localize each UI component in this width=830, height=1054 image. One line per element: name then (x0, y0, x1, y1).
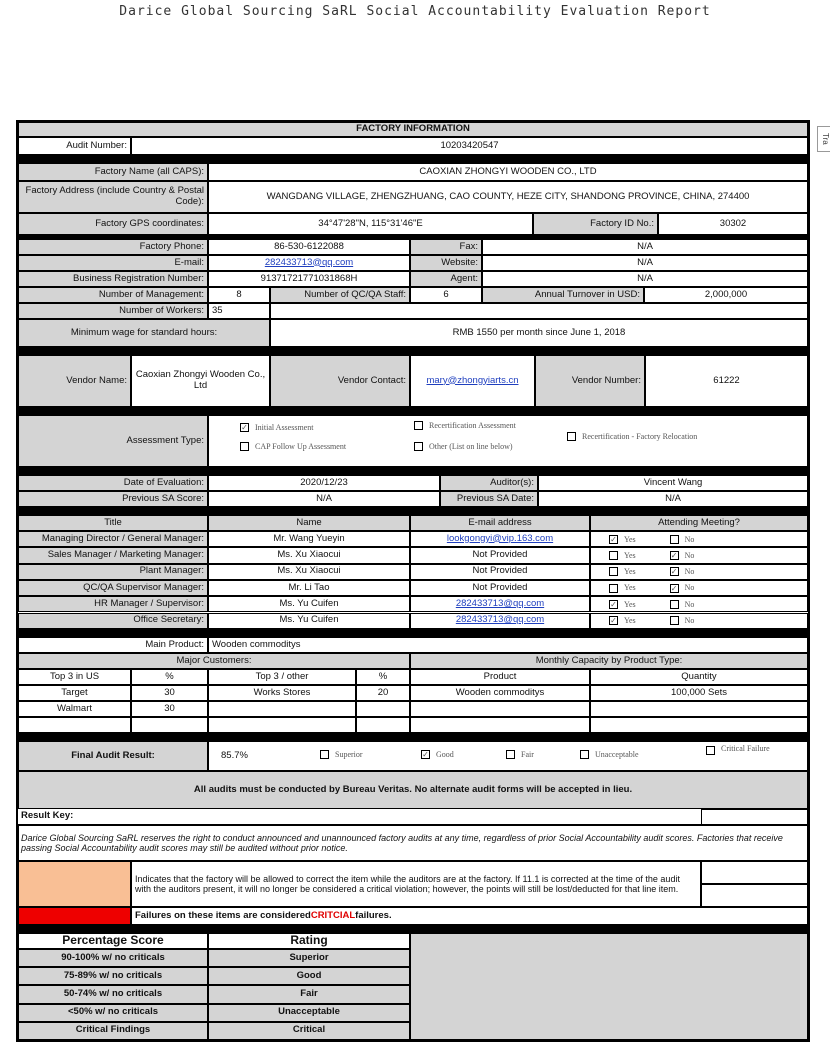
gps-label: Factory GPS coordinates: (18, 213, 208, 235)
checkbox-checked-icon[interactable]: ✓ (670, 567, 678, 577)
score-range: 75-89% w/ no criticals (18, 967, 208, 985)
capacity-quantity (590, 717, 808, 733)
attending-no-label: No (684, 599, 695, 609)
red-key-text-post: failures. (355, 909, 392, 921)
attending-no-option[interactable] (670, 600, 695, 609)
contact-title: Office Secretary: (18, 613, 208, 629)
factory-address-label: Factory Address (include Country & Postal Code): (18, 181, 208, 213)
contacts-header-email: E-mail address (410, 515, 590, 531)
factory-address-value: WANGDANG VILLAGE, ZHENGZHUANG, CAO COUNTY, HEZE CITY, SHANDONG PROVINCE, CHINA, 274400 (208, 181, 808, 213)
attending-no-label: No (684, 583, 695, 593)
assessment-initial-label: Initial Assessment (255, 423, 314, 432)
score-rating: Critical (208, 1022, 410, 1040)
checkbox-icon[interactable] (414, 421, 423, 430)
contact-email-cell (410, 564, 590, 580)
contact-title: Plant Manager: (18, 564, 208, 580)
attending-yes-option[interactable] (609, 535, 636, 544)
top3-other-header: Top 3 / other (208, 669, 356, 685)
final-good-option[interactable] (421, 750, 454, 759)
capacity-product: Wooden commoditys (410, 685, 590, 701)
attending-no-option[interactable] (670, 535, 695, 544)
factory-info-header: FACTORY INFORMATION (18, 122, 808, 137)
final-superior-option[interactable] (320, 750, 363, 759)
attending-yes-label: Yes (624, 583, 636, 593)
checkbox-checked-icon[interactable]: ✓ (422, 750, 429, 759)
attending-meeting-cell (590, 613, 808, 629)
attending-yes-option[interactable] (609, 567, 636, 576)
notice-banner: All audits must be conducted by Bureau Veritas. No alternate audit forms will be accepted in lieu. (18, 771, 808, 809)
score-range: 50-74% w/ no criticals (18, 985, 208, 1003)
email-cell (208, 255, 410, 271)
prev-date-label: Previous SA Date: (440, 491, 538, 507)
vendor-name-value: Caoxian Zhongyi Wooden Co., Ltd (131, 355, 270, 407)
checkbox-checked-icon[interactable]: ✓ (241, 423, 248, 432)
attending-meeting-cell (590, 580, 808, 596)
red-key-critical-word: CRITCIAL (310, 909, 356, 921)
checkbox-icon[interactable] (240, 442, 249, 451)
attending-meeting-cell (590, 564, 808, 580)
checkbox-icon[interactable] (414, 442, 423, 451)
final-unacceptable-option[interactable] (580, 750, 639, 759)
empty-cell (270, 303, 808, 319)
pct-score-header: Percentage Score (18, 933, 208, 949)
attending-no-option[interactable] (670, 616, 695, 625)
final-superior-label: Superior (335, 750, 363, 759)
contact-email-text: Not Provided (472, 565, 528, 577)
section-divider (18, 629, 808, 637)
vendor-contact-link[interactable]: mary@zhongyiarts.cn (426, 374, 519, 386)
checkbox-icon[interactable] (506, 750, 515, 759)
main-product-label: Main Product: (18, 637, 208, 653)
red-key-text-pre: Failures on these items are considered (135, 909, 311, 921)
eval-date-value: 2020/12/23 (208, 475, 440, 491)
contact-email-link[interactable]: 282433713@qq.com (455, 597, 545, 609)
customer-us (18, 717, 131, 733)
orange-key-text: Indicates that the factory will be allowed to correct the item while the auditors are at the factory. If 11.1 is corrected at the time of the audit with the auditors present, it will no longer be considered a critical violation; however, the points will still be lost/deducted for that line item. (131, 861, 701, 907)
final-fair-option[interactable] (506, 750, 534, 759)
contact-title: HR Manager / Supervisor: (18, 596, 208, 612)
section-divider (18, 347, 808, 355)
fax-label: Fax: (410, 239, 482, 255)
score-rating: Unacceptable (208, 1004, 410, 1022)
contact-name: Mr. Li Tao (208, 580, 410, 596)
contact-email-cell (410, 613, 590, 629)
score-range: Critical Findings (18, 1022, 208, 1040)
attending-yes-label: Yes (624, 616, 636, 626)
eval-date-label: Date of Evaluation: (18, 475, 208, 491)
assessment-recert-label: Recertification Assessment (429, 421, 516, 430)
score-rating: Good (208, 967, 410, 985)
prev-score-label: Previous SA Score: (18, 491, 208, 507)
min-wage-value: RMB 1550 per month since June 1, 2018 (270, 319, 808, 347)
attending-yes-option[interactable] (609, 551, 636, 560)
capacity-quantity (590, 701, 808, 717)
turnover-value: 2,000,000 (644, 287, 808, 303)
website-label: Website: (410, 255, 482, 271)
capacity-product (410, 701, 590, 717)
vendor-contact-label: Vendor Contact: (270, 355, 410, 407)
contact-title: Managing Director / General Manager: (18, 531, 208, 547)
customer-us: Target (18, 685, 131, 701)
assessment-recert-option[interactable] (414, 421, 516, 430)
contact-email-text: Not Provided (472, 581, 528, 593)
factory-email-link[interactable]: 282433713@qq.com (264, 256, 354, 268)
assessment-other-option[interactable] (414, 442, 513, 451)
phone-value: 86-530-6122088 (208, 239, 410, 255)
assessment-recert-reloc-option[interactable] (567, 432, 697, 441)
customer-us: Walmart (18, 701, 131, 717)
final-critical-label: Critical Failure (721, 744, 770, 753)
brn-label: Business Registration Number: (18, 271, 208, 287)
brn-value: 91371721771031868H (208, 271, 410, 287)
assessment-type-label: Assessment Type: (18, 415, 208, 467)
agent-value: N/A (482, 271, 808, 287)
attending-no-label: No (684, 534, 695, 544)
checkbox-checked-icon[interactable]: ✓ (610, 616, 617, 626)
section-divider (18, 507, 808, 515)
monthly-capacity-header: Monthly Capacity by Product Type: (410, 653, 808, 669)
pct2-header: % (356, 669, 410, 685)
contact-email-cell (410, 547, 590, 563)
contact-name: Mr. Wang Yueyin (208, 531, 410, 547)
result-key-label: Result Key: (18, 809, 701, 825)
contact-name: Ms. Yu Cuifen (208, 613, 410, 629)
checkbox-checked-icon[interactable]: ✓ (610, 599, 617, 609)
contact-email-cell (410, 596, 590, 612)
empty-cell (701, 809, 808, 825)
orange-key-swatch (18, 861, 131, 907)
pct1-header: % (131, 669, 208, 685)
section-divider (18, 407, 808, 415)
attending-meeting-cell (590, 531, 808, 547)
assessment-recert-reloc-label: Recertification - Factory Relocation (582, 432, 698, 441)
section-divider (18, 733, 808, 741)
top3-us-header: Top 3 in US (18, 669, 131, 685)
document-title: Darice Global Sourcing SaRL Social Accountability Evaluation Report (119, 4, 711, 19)
phone-label: Factory Phone: (18, 239, 208, 255)
fax-value: N/A (482, 239, 808, 255)
website-value: N/A (482, 255, 808, 271)
checkbox-icon[interactable] (580, 750, 589, 759)
mgmt-value: 8 (208, 287, 270, 303)
contact-title: Sales Manager / Marketing Manager: (18, 547, 208, 563)
attending-yes-label: Yes (624, 550, 636, 560)
empty-cell (701, 861, 808, 884)
checkbox-checked-icon[interactable]: ✓ (670, 583, 678, 593)
vendor-contact-cell (410, 355, 535, 407)
factory-id-label: Factory ID No.: (533, 213, 658, 235)
contact-email-link[interactable]: lookgongyi@vip.163.com (446, 532, 554, 544)
contact-title: QC/QA Supervisor Manager: (18, 580, 208, 596)
attending-no-option[interactable] (670, 567, 695, 576)
checkbox-icon[interactable] (567, 432, 576, 441)
major-customers-header: Major Customers: (18, 653, 410, 669)
agent-label: Agent: (410, 271, 482, 287)
contact-email-text: Not Provided (472, 548, 528, 560)
audit-number-value: 10203420547 (131, 137, 808, 155)
score-rating: Fair (208, 985, 410, 1003)
checkbox-icon[interactable] (670, 616, 679, 625)
attending-yes-label: Yes (624, 534, 636, 544)
side-tab[interactable]: Tra (817, 126, 830, 152)
checkbox-icon[interactable] (706, 746, 715, 755)
section-divider (18, 155, 808, 163)
checkbox-icon[interactable] (320, 750, 329, 759)
attending-no-label: No (684, 567, 695, 577)
red-key-swatch (18, 907, 131, 925)
customer-other (208, 717, 356, 733)
checkbox-icon[interactable] (670, 535, 679, 544)
checkbox-icon[interactable] (609, 584, 618, 593)
section-divider (18, 925, 808, 933)
customer-us-pct: 30 (131, 685, 208, 701)
customer-us-pct (131, 717, 208, 733)
contact-name: Ms. Xu Xiaocui (208, 547, 410, 563)
final-unacceptable-label: Unacceptable (595, 750, 639, 759)
score-range: 90-100% w/ no criticals (18, 949, 208, 967)
contacts-header-name: Name (208, 515, 410, 531)
mgmt-label: Number of Management: (18, 287, 208, 303)
audit-number-label: Audit Number: (18, 137, 131, 155)
qc-label: Number of QC/QA Staff: (270, 287, 410, 303)
assessment-initial-option[interactable] (240, 423, 313, 432)
attending-yes-option[interactable] (609, 600, 636, 609)
assessment-other-label: Other (List on line below) (429, 442, 513, 451)
prev-date-value: N/A (538, 491, 808, 507)
checkbox-icon[interactable] (670, 600, 679, 609)
customer-other-pct (356, 717, 410, 733)
customer-other: Works Stores (208, 685, 356, 701)
turnover-label: Annual Turnover in USD: (482, 287, 644, 303)
attending-yes-label: Yes (624, 567, 636, 577)
checkbox-icon[interactable] (609, 551, 618, 560)
assessment-cap-label: CAP Follow Up Assessment (255, 442, 347, 451)
checkbox-checked-icon[interactable]: ✓ (670, 550, 678, 560)
qc-value: 6 (410, 287, 482, 303)
audit-form (16, 120, 810, 1042)
factory-id-value: 30302 (658, 213, 808, 235)
red-key-text (131, 907, 808, 925)
attending-no-label: No (684, 550, 695, 560)
score-rating: Superior (208, 949, 410, 967)
attending-no-label: No (684, 616, 695, 626)
attending-yes-option[interactable] (609, 583, 636, 592)
workers-value: 35 (208, 303, 270, 319)
customer-us-pct: 30 (131, 701, 208, 717)
workers-label: Number of Workers: (18, 303, 208, 319)
attending-yes-label: Yes (624, 599, 636, 609)
auditor-value: Vincent Wang (538, 475, 808, 491)
final-result-label: Final Audit Result: (18, 741, 208, 771)
customer-other (208, 701, 356, 717)
assessment-cap-option[interactable] (240, 442, 346, 451)
rating-header: Rating (208, 933, 410, 949)
empty-cell (701, 884, 808, 907)
vendor-number-label: Vendor Number: (535, 355, 645, 407)
contacts-header-attending: Attending Meeting? (590, 515, 808, 531)
auditor-label: Auditor(s): (440, 475, 538, 491)
attending-no-option[interactable] (670, 583, 695, 592)
score-range: <50% w/ no criticals (18, 1004, 208, 1022)
attending-no-option[interactable] (670, 551, 695, 560)
min-wage-label: Minimum wage for standard hours: (18, 319, 270, 347)
contact-email-link[interactable]: 282433713@qq.com (455, 614, 545, 626)
contacts-header-title: Title (18, 515, 208, 531)
contact-email-cell (410, 531, 590, 547)
final-fair-label: Fair (521, 750, 534, 759)
prev-score-value: N/A (208, 491, 440, 507)
attending-yes-option[interactable] (609, 616, 636, 625)
gps-value: 34°47'28"N, 115°31'46"E (208, 213, 533, 235)
factory-name-label: Factory Name (all CAPS): (18, 163, 208, 181)
capacity-product (410, 717, 590, 733)
result-key-disclaimer: Darice Global Sourcing SaRL reserves the right to conduct announced and unannounced factory audits at any time, regardless of prior Social Accountability audit scores. Factories that receive passing Social Accountability audit scores may still be audited without prior notice. (18, 825, 808, 861)
product-header: Product (410, 669, 590, 685)
vendor-number-value: 61222 (645, 355, 808, 407)
attending-meeting-cell (590, 596, 808, 612)
checkbox-icon[interactable] (609, 567, 618, 576)
email-label: E-mail: (18, 255, 208, 271)
scoring-blank-area (410, 933, 808, 1040)
quantity-header: Quantity (590, 669, 808, 685)
customer-other-pct: 20 (356, 685, 410, 701)
capacity-quantity: 100,000 Sets (590, 685, 808, 701)
contact-name: Ms. Yu Cuifen (208, 596, 410, 612)
contact-name: Ms. Xu Xiaocui (208, 564, 410, 580)
final-score: 85.7% (221, 749, 248, 761)
contact-email-cell (410, 580, 590, 596)
section-divider (18, 467, 808, 475)
main-product-value: Wooden commoditys (208, 637, 808, 653)
checkbox-checked-icon[interactable]: ✓ (610, 534, 617, 544)
final-good-label: Good (436, 750, 454, 759)
vendor-name-label: Vendor Name: (18, 355, 131, 407)
factory-name-value: CAOXIAN ZHONGYI WOODEN CO., LTD (208, 163, 808, 181)
final-critical-option[interactable] (706, 744, 773, 755)
customer-other-pct (356, 701, 410, 717)
attending-meeting-cell (590, 547, 808, 563)
